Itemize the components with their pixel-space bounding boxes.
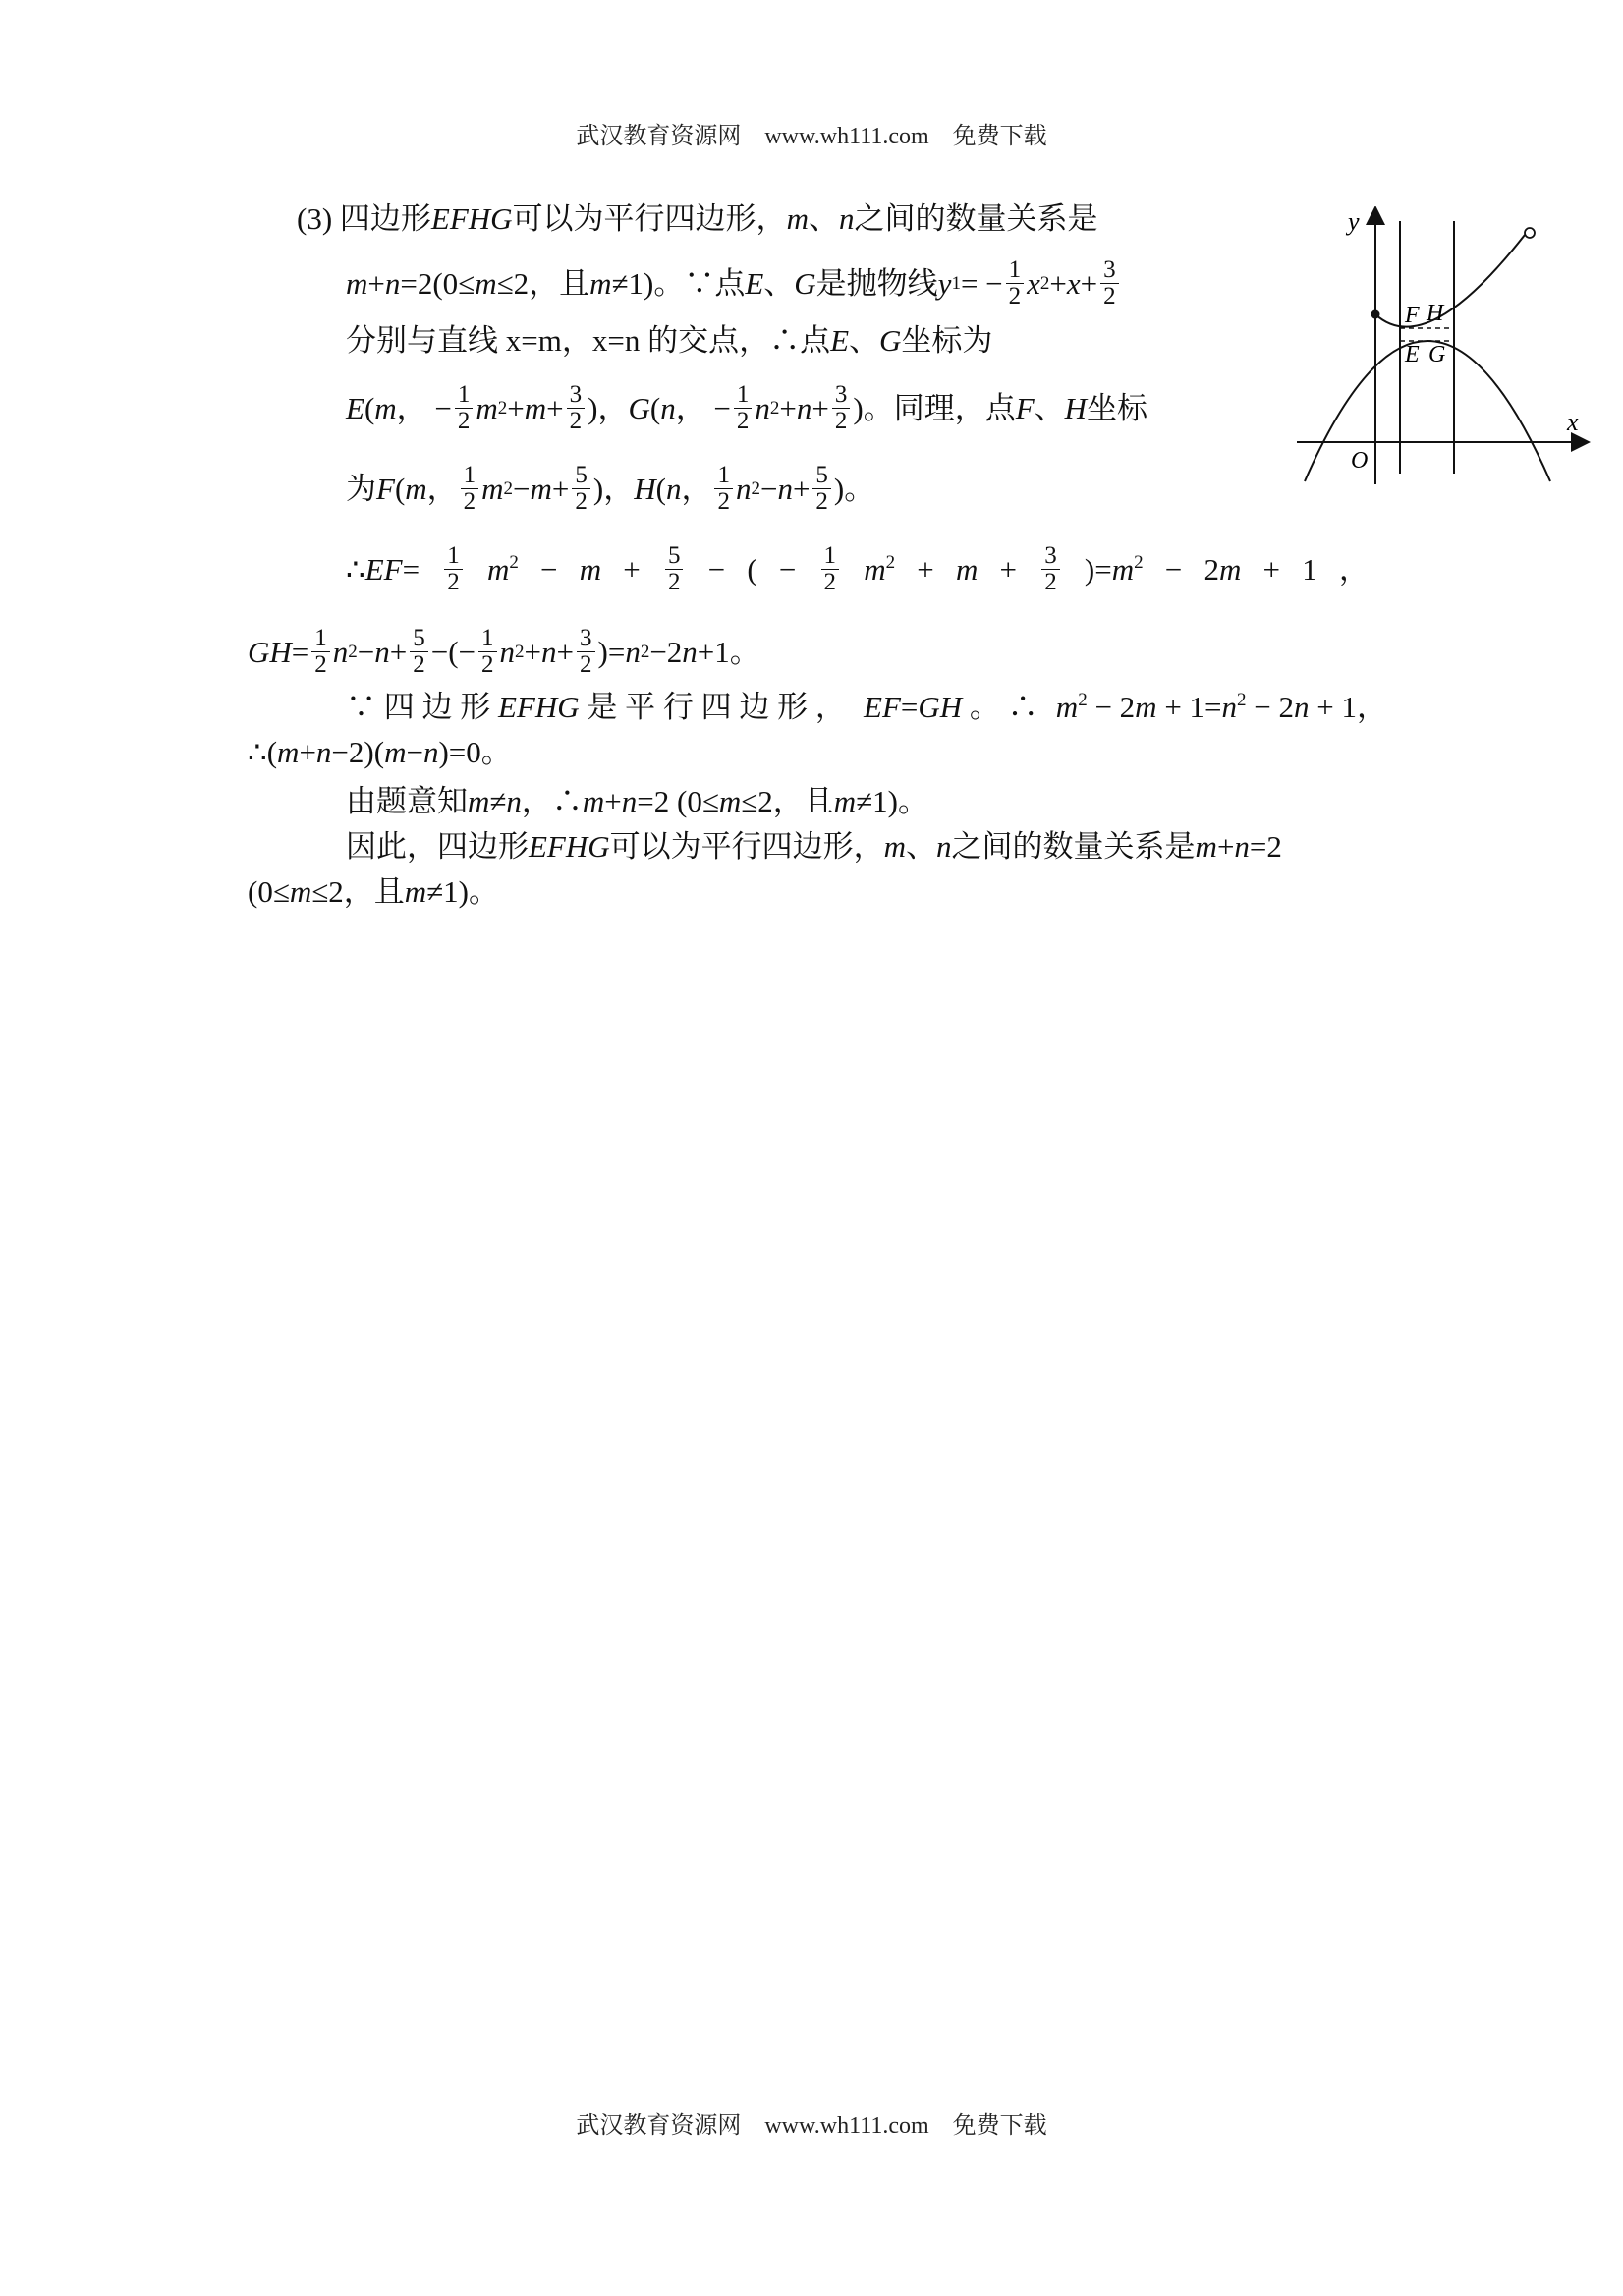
start-point bbox=[1371, 310, 1380, 319]
origin-label: O bbox=[1351, 448, 1369, 474]
label-G: G bbox=[1428, 342, 1446, 367]
end-point bbox=[1525, 228, 1535, 238]
line-2: m + n =2(0≤ m ≤2，且 m ≠1)。∵点 E 、 G 是抛物线 y 1 = − $\frac{1}{2}$ x 2 + x + $\frac{3}{2}$ bbox=[346, 257, 1122, 309]
fraction: $\frac{1}{2}$ bbox=[821, 543, 840, 595]
fraction: $\frac{1}{2}$ bbox=[311, 626, 330, 678]
line-1: (3) 四边形 EFHG 可以为平行四边形， m 、 n 之间的数量关系是 bbox=[297, 201, 1098, 236]
line-5: 为 F ( m ， $\frac{1}{2}$ m 2 − m + $\frac{5}{2}$ )， H ( n ， $\frac{1}{2}$ n 2 − n + $\frac{5}{2}$ )。 bbox=[346, 462, 875, 515]
fraction: $\frac{1}{2}$ bbox=[714, 463, 733, 515]
line-11: 因此，四边形 EFHG 可以为平行四边形， m 、 n 之间的数量关系是 m + n =2 bbox=[346, 829, 1282, 864]
page-footer: 武汉教育资源网 www.wh111.com 免费下载 bbox=[576, 2113, 1047, 2139]
y-axis-label: y bbox=[1348, 207, 1360, 236]
lower-parabola bbox=[1305, 341, 1550, 481]
fraction: $\frac{1}{2}$ bbox=[478, 626, 497, 678]
page-header: 武汉教育资源网 www.wh111.com 免费下载 bbox=[576, 124, 1047, 149]
fraction: $\frac{1}{2}$ bbox=[734, 382, 753, 434]
fraction: $\frac{5}{2}$ bbox=[812, 463, 831, 515]
parabola-figure bbox=[1287, 206, 1592, 491]
line-8: ∵ 四 边 形 EFHG 是 平 行 四 边 形 ， EF=GH 。 ∴ $m^2 - 2m + 1=n^2 - 2n + 1$， bbox=[346, 690, 1387, 724]
line-6: ∴EF= $\frac{1}{2}$ $m^2$ − m + $\frac{5}{2}$ − ( − $\frac{1}{2}$ $m^2$ + m + $\frac{3}{2}$ )$=m^2$ − 2m + 1 ， bbox=[346, 542, 1370, 595]
label-H: H bbox=[1427, 301, 1444, 326]
fraction: $\frac{3}{2}$ bbox=[1041, 543, 1060, 595]
fraction: $\frac{1}{2}$ bbox=[461, 463, 479, 515]
fraction: $\frac{3}{2}$ bbox=[832, 382, 851, 434]
fraction: $\frac{5}{2}$ bbox=[572, 463, 590, 515]
fraction: $\frac{5}{2}$ bbox=[665, 543, 684, 595]
fraction: $\frac{3}{2}$ bbox=[567, 382, 586, 434]
line-4: E ( m ， − $\frac{1}{2}$ m 2 + m + $\frac{3}{2}$ )， G ( n ， − $\frac{1}{2}$ n 2 + n + $\frac{3}{2}$ )。同理，点 F 、 H 坐标 bbox=[346, 381, 1148, 434]
line-3: 分别与直线 x=m，x=n 的交点，∴点 E 、 G 坐标为 bbox=[346, 323, 993, 358]
fraction: $\frac{1}{2}$ bbox=[455, 382, 474, 434]
fraction: $\frac{1}{2}$ bbox=[1006, 257, 1025, 309]
fraction: $\frac{5}{2}$ bbox=[410, 626, 428, 678]
upper-parabola bbox=[1375, 235, 1525, 327]
line-10: 由题意知 m ≠ n ，∴ m + n =2 (0≤ m ≤2，且 m ≠1)。 bbox=[346, 784, 928, 818]
label-F: F bbox=[1405, 303, 1420, 328]
x-axis-label: x bbox=[1567, 408, 1579, 436]
line-7: GH = $\frac{1}{2}$ n 2 − n + $\frac{5}{2}$ −(− $\frac{1}{2}$ n 2 + n + $\frac{3}{2}$ )= n 2 −2 n +1。 bbox=[248, 625, 760, 678]
line-9: ∴( m + n −2)( m − n )=0。 bbox=[248, 735, 512, 769]
line-12: (0≤ m ≤2，且 m ≠1)。 bbox=[248, 874, 499, 909]
fraction: $\frac{3}{2}$ bbox=[577, 626, 595, 678]
fraction: $\frac{3}{2}$ bbox=[1100, 257, 1119, 309]
label-E: E bbox=[1405, 342, 1420, 367]
fraction: $\frac{1}{2}$ bbox=[444, 543, 463, 595]
